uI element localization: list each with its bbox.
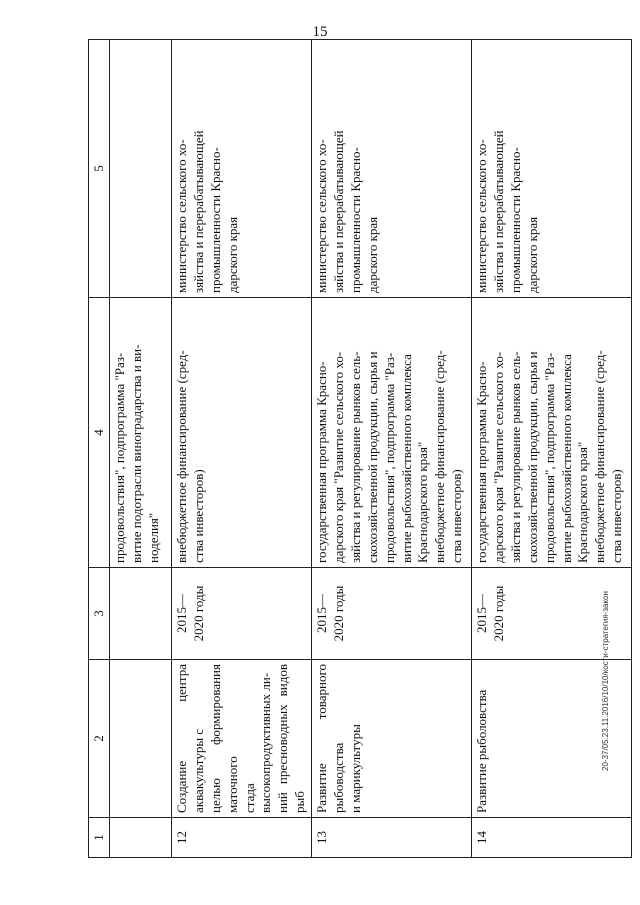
years-cell-line: 2015— (314, 594, 330, 633)
executor-cell-line: министерство сельского хо- (314, 139, 330, 293)
direction-cell-line: Создание центра аквакультуры с (174, 664, 206, 813)
executor-cell (172, 40, 312, 298)
table-row (110, 40, 172, 858)
direction-cell-line: ний пресноводных видов рыб (275, 664, 308, 813)
table-wrapper (88, 40, 625, 858)
direction-cell-line: Развитие рыболовства (474, 689, 490, 813)
executor-cell-line: промышленности Красно- (347, 147, 363, 293)
row-number-cell (110, 818, 172, 858)
row-number-cell: 13 (312, 818, 472, 858)
funding-source-cell-line: ства инвесторов) (609, 469, 625, 563)
executor-cell-line: зяйства и перерабатывающей (331, 130, 347, 293)
row-number-cell: 14 (472, 818, 632, 858)
direction-cell-line: целью формирования маточного (207, 664, 240, 813)
funding-source-cell-line: государственная программа Красно- (314, 361, 330, 563)
direction-cell (172, 660, 312, 818)
funding-source-cell (312, 298, 472, 568)
funding-source-cell-line: ноделия" (145, 512, 161, 563)
funding-source-cell-line: скохозяйственной продукции, сырья и (524, 351, 540, 563)
table-row (312, 40, 472, 858)
executor-cell-line: промышленности Красно- (507, 147, 523, 293)
funding-source-cell-line: зяйства и регулирование рынков сель- (347, 351, 363, 563)
header-col-2: 2 (89, 660, 110, 818)
funding-source-cell (172, 298, 312, 568)
executor-cell-line: дарского края (524, 216, 540, 293)
funding-source-cell-line: Краснодарского края" (575, 441, 591, 563)
funding-source-cell-line: ства инвесторов) (449, 469, 465, 563)
funding-source-cell-line: продовольствия", подпрограмма "Раз- (112, 352, 127, 563)
direction-cell-line: Развитие товарного рыбоводства (314, 664, 347, 813)
years-cell-line: 2020 годы (491, 585, 507, 642)
executor-cell (472, 40, 632, 298)
funding-source-cell-line: продовольствия", подпрограмма "Раз- (541, 352, 557, 563)
header-col-1: 1 (89, 818, 110, 858)
funding-source-cell-line: государственная программа Красно- (474, 361, 490, 563)
direction-cell (110, 660, 172, 818)
direction-cell-line: и марикультуры (347, 724, 363, 813)
years-cell-line: 2015— (174, 594, 189, 633)
years-cell (312, 568, 472, 660)
executor-cell-line: дарского края (224, 216, 240, 293)
years-cell (172, 568, 312, 660)
funding-source-cell-line: ства инвесторов) (190, 469, 206, 563)
table-row (172, 40, 312, 858)
funding-source-cell-line: продовольствия", подпрограмма "Раз- (381, 352, 397, 563)
side-note-text: 20-37/05.23.11.2016/10/10/кости-стратегия-закон (601, 591, 610, 771)
funding-source-cell-line: внебюджетное финансирование (сред- (174, 350, 189, 563)
executor-cell-line: зяйства и перерабатывающей (190, 130, 206, 293)
funding-source-cell-line: зяйства и регулирование рынков сель- (507, 351, 523, 563)
executor-cell-line: дарского края (364, 216, 380, 293)
header-col-3: 3 (89, 568, 110, 660)
executor-cell-line: промышленности Красно- (207, 147, 223, 293)
rotated-table (88, 40, 625, 858)
funding-source-cell (472, 298, 632, 568)
header-row (89, 40, 110, 858)
years-cell-line: 2015— (474, 594, 490, 633)
executor-cell-line: зяйства и перерабатывающей (491, 130, 507, 293)
funding-source-cell-line: дарского края "Развитие сельского хо- (491, 351, 507, 563)
row-number-cell: 12 (172, 818, 312, 858)
executor-cell-line: министерство сельского хо- (474, 139, 490, 293)
funding-source-cell-line: скохозяйственной продукции, сырья и (364, 351, 380, 563)
years-cell (472, 568, 632, 660)
funding-source-cell-line: внебюджетное финансирование (сред- (432, 350, 448, 563)
executor-cell-line: министерство сельского хо- (174, 139, 189, 293)
direction-cell (472, 660, 632, 818)
page-number: 15 (312, 24, 328, 40)
direction-cell-line: стада высокопродуктивных ли- (241, 672, 274, 813)
funding-source-cell-line: витие подотрасли виноградарства и ви- (128, 344, 144, 563)
executor-cell (110, 40, 172, 298)
funding-source-cell-line: витие рыбохозяйственного комплекса (398, 354, 414, 563)
table-body (110, 40, 632, 858)
funding-source-cell-line: дарского края "Развитие сельского хо- (331, 351, 347, 563)
funding-source-cell-line: витие рыбохозяйственного комплекса (558, 354, 574, 563)
header-col-4: 4 (89, 298, 110, 568)
years-cell-line: 2020 годы (190, 585, 206, 642)
executor-cell (312, 40, 472, 298)
years-cell-line: 2020 годы (331, 585, 347, 642)
table-row (472, 40, 632, 858)
funding-source-cell-line: внебюджетное финансирование (сред- (592, 350, 608, 563)
funding-source-cell (110, 298, 172, 568)
header-col-5: 5 (89, 40, 110, 298)
years-cell (110, 568, 172, 660)
program-table (88, 39, 632, 858)
direction-cell (312, 660, 472, 818)
funding-source-cell-line: Краснодарского края" (415, 441, 431, 563)
